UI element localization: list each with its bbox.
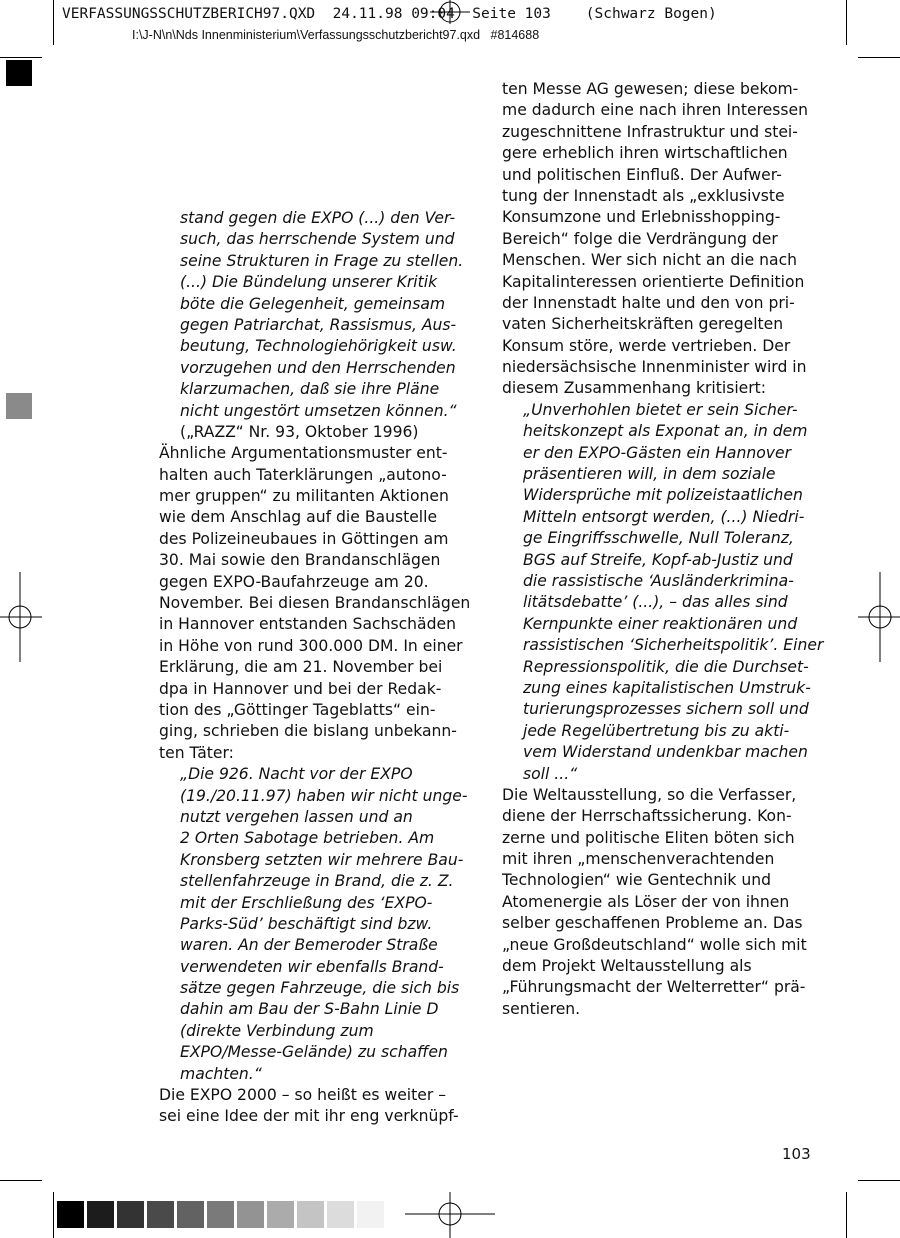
quote-text-line: litätsdebatte’ (...), – das alles sind — [523, 593, 788, 612]
body-text-line: Die Weltausstellung, so die Verfasser, — [502, 785, 797, 804]
grey-swatch — [117, 1201, 144, 1228]
body-text-line: in Höhe von rund 300.000 DM. In einer — [159, 636, 463, 655]
body-text-line: tung der Innenstadt als „exklusivste — [502, 186, 785, 205]
grey-swatch — [327, 1201, 354, 1228]
body-text-line: zerne und politische Eliten böten sich — [502, 828, 795, 847]
body-text-line: sei eine Idee der mit ihr eng verknüpf- — [159, 1107, 459, 1126]
quote-text-line: seine Strukturen in Frage zu stellen. — [180, 251, 464, 270]
registration-mark-icon — [405, 0, 495, 24]
body-text-line: Bereich“ folge die Verdrängung der — [502, 229, 778, 248]
left-text-column — [159, 208, 477, 1128]
quote-text-line: klarzumachen, daß sie ihre Pläne — [180, 380, 440, 399]
quote-text-line: „Die 926. Nacht vor der EXPO — [180, 765, 413, 784]
grey-swatch — [147, 1201, 174, 1228]
grey-swatch — [87, 1201, 114, 1228]
black-marker-block — [6, 60, 32, 86]
quote-text-line: BGS auf Streife, Kopf-ab-Justiz und — [523, 550, 793, 569]
quote-text-line: EXPO/Messe-Gelände) zu schaffen — [180, 1043, 448, 1062]
quote-text-line: nicht ungestört umsetzen können.“ — [180, 401, 457, 420]
page-number: 103 — [782, 1145, 811, 1163]
grey-swatch — [177, 1201, 204, 1228]
grey-swatch — [297, 1201, 324, 1228]
quote-text-line: stand gegen die EXPO (...) den Ver- — [180, 209, 456, 227]
body-text-line: mer gruppen“ zu militanten Aktionen — [159, 487, 449, 506]
quote-text-line: sätze gegen Fahrzeuge, die sich bis — [180, 979, 460, 998]
body-text-line: dem Projekt Weltausstellung als — [502, 957, 752, 976]
quote-text-line: jede Regelübertretung bis zu akti- — [523, 721, 790, 740]
body-text-line: niedersächsische Innenminister wird in — [502, 358, 807, 377]
crop-mark — [858, 57, 900, 58]
body-text-line: Erklärung, die am 21. November bei — [159, 658, 443, 677]
quote-text-line: nutzt vergehen lassen und an — [180, 807, 413, 826]
registration-mark-icon — [858, 572, 900, 662]
grey-swatch — [57, 1201, 84, 1228]
body-text-line: und politischen Einfluß. Der Aufwer- — [502, 165, 782, 184]
crop-mark — [846, 1192, 847, 1238]
quote-text-line: (direkte Verbindung zum — [180, 1021, 374, 1040]
body-text-line: diene der Herrschaftssicherung. Kon- — [502, 807, 792, 826]
quote-text-line: vorzugehen und den Herrschenden — [180, 358, 456, 377]
quote-text-line: zung eines kapitalistischen Umstruk- — [523, 678, 811, 697]
quote-text-line: vem Widerstand undenkbar machen — [523, 743, 808, 762]
quote-text-line: „Unverhohlen bietet er sein Sicher- — [523, 400, 798, 419]
quote-text-line: Kernpunkte einer reaktionären und — [523, 614, 798, 633]
body-text-line: Menschen. Wer sich nicht an die nach — [502, 251, 798, 270]
body-text-line: Ähnliche Argumentationsmuster ent- — [159, 444, 448, 463]
body-text-line: sentieren. — [502, 999, 581, 1018]
body-text-line: Kapitalinteressen orientierte Definition — [502, 272, 805, 291]
body-text-line: diesem Zusammenhang kritisiert: — [502, 379, 767, 398]
body-text-line: „neue Großdeutschland“ wolle sich mit — [502, 935, 807, 954]
crop-mark — [53, 0, 54, 45]
quote-text-line: (19./20.11.97) haben wir nicht unge- — [180, 786, 468, 805]
slug-line: VERFASSUNGSSCHUTZBERICH97.QXD 24.11.98 09:04 Seite 103 (Schwarz Bogen) — [62, 6, 717, 22]
crop-mark — [0, 1180, 42, 1181]
quote-text-line: Repressionspolitik, die die Durchset- — [523, 657, 809, 676]
quote-text-line: turierungsprozesses sichern soll und — [523, 700, 809, 719]
body-text-line: ten Täter: — [159, 743, 234, 762]
grey-swatch — [237, 1201, 264, 1228]
quote-text-line: gegen Patriarchat, Rassismus, Aus- — [180, 315, 457, 334]
quote-text-line: Mitteln entsorgt werden, (...) Niedri- — [523, 507, 805, 526]
quote-text-line: beutung, Technologiehörigkeit usw. — [180, 337, 457, 356]
body-text-line: des Polizeineubaues in Göttingen am — [159, 529, 449, 548]
body-text-line: me dadurch eine nach ihren Interessen — [502, 101, 808, 120]
grey-swatch — [207, 1201, 234, 1228]
grey-swatch — [357, 1201, 384, 1228]
quote-text-line: präsentieren will, in dem soziale — [523, 465, 776, 484]
registration-mark-icon — [0, 572, 42, 662]
body-text-line: in Hannover entstanden Sachschäden — [159, 615, 456, 634]
body-text-line: Konsumzone und Erlebnisshopping- — [502, 208, 781, 227]
quote-text-line: 2 Orten Sabotage betrieben. Am — [180, 829, 435, 848]
quote-text-line: er den EXPO-Gästen ein Hannover — [523, 443, 792, 462]
grey-marker-block — [6, 393, 32, 419]
body-text-line: Technologien“ wie Gentechnik und — [502, 871, 772, 890]
body-text-line: halten auch Taterklärungen „autono- — [159, 465, 447, 484]
quote-text-line: Parks-Süd’ beschäftigt sind bzw. — [180, 914, 433, 933]
quote-text-line: stellenfahrzeuge in Brand, die z. Z. — [180, 872, 454, 891]
crop-mark — [53, 1192, 54, 1238]
body-text-line: mit ihren „menschenverachtenden — [502, 850, 775, 869]
quote-text-line: verwendeten wir ebenfalls Brand- — [180, 957, 444, 976]
body-text-line: zugeschnittene Infrastruktur und stei- — [502, 122, 798, 141]
body-text-line: tion des „Göttinger Tageblatts“ ein- — [159, 700, 436, 719]
body-text-line: ten Messe AG gewesen; diese bekom- — [502, 80, 799, 98]
quote-text-line: dahin am Bau der S-Bahn Linie D — [180, 1000, 439, 1019]
crop-mark — [846, 0, 847, 45]
quote-text-line: heitskonzept als Exponat an, in dem — [523, 422, 808, 441]
quote-text-line: böte die Gelegenheit, gemeinsam — [180, 294, 446, 313]
body-text-line: 30. Mai sowie den Brandanschlägen — [159, 551, 441, 570]
quote-text-line: (...) Die Bündelung unserer Kritik — [180, 273, 438, 292]
body-text-line: November. Bei diesen Brandanschlägen — [159, 594, 471, 613]
quote-text-line: die rassistische ‘Ausländerkrimina- — [523, 571, 794, 590]
body-text-line: gere erheblich ihren wirtschaftlichen — [502, 144, 788, 163]
quote-text-line: machten.“ — [180, 1064, 262, 1083]
body-text-line: der Innenstadt halte und den von pri- — [502, 293, 795, 312]
body-text-line: ging, schrieben die bislang unbekann- — [159, 722, 457, 741]
body-text-line: wie dem Anschlag auf die Baustelle — [159, 508, 438, 527]
quote-text-line: ge Eingriffsschwelle, Null Toleranz, — [523, 529, 794, 548]
crop-mark — [0, 57, 42, 58]
body-text-line: dpa in Hannover und bei der Redak- — [159, 679, 442, 698]
body-text-line: Die EXPO 2000 – so heißt es weiter – — [159, 1086, 447, 1105]
right-text-column — [502, 79, 824, 1020]
body-text-line: Atomenergie als Löser der von ihnen — [502, 892, 790, 911]
crop-mark — [858, 1180, 900, 1181]
quote-text-line: rassistischen ‘Sicherheitspolitik’. Einer — [523, 636, 824, 655]
quote-text-line: waren. An der Bemeroder Straße — [180, 936, 438, 955]
grey-swatch — [267, 1201, 294, 1228]
quote-text-line: mit der Erschließung des ‘EXPO- — [180, 893, 433, 912]
quote-text-line: such, das herrschende System und — [180, 230, 455, 249]
body-text-line: gegen EXPO-Baufahrzeuge am 20. — [159, 572, 429, 591]
registration-mark-icon — [405, 1192, 495, 1238]
quote-text-line: Kronsberg setzten wir mehrere Bau- — [180, 850, 464, 869]
quote-text-line: soll ...“ — [523, 764, 578, 783]
quote-text-line: Widersprüche mit polizeistaatlichen — [523, 486, 803, 505]
body-text-line: selber geschaffenen Probleme an. Das — [502, 914, 803, 933]
body-text-line: „Führungsmacht der Welterretter“ prä- — [502, 978, 806, 997]
file-path-line: I:\J-N\n\Nds Innenministerium\Verfassungsschutzbericht97.qxd #814688 — [132, 28, 540, 42]
body-text-line: vaten Sicherheitskräften geregelten — [502, 315, 784, 334]
body-text-line: Konsum störe, werde vertrieben. Der — [502, 336, 791, 355]
source-citation-line: („RAZZ“ Nr. 93, Oktober 1996) — [180, 422, 419, 441]
